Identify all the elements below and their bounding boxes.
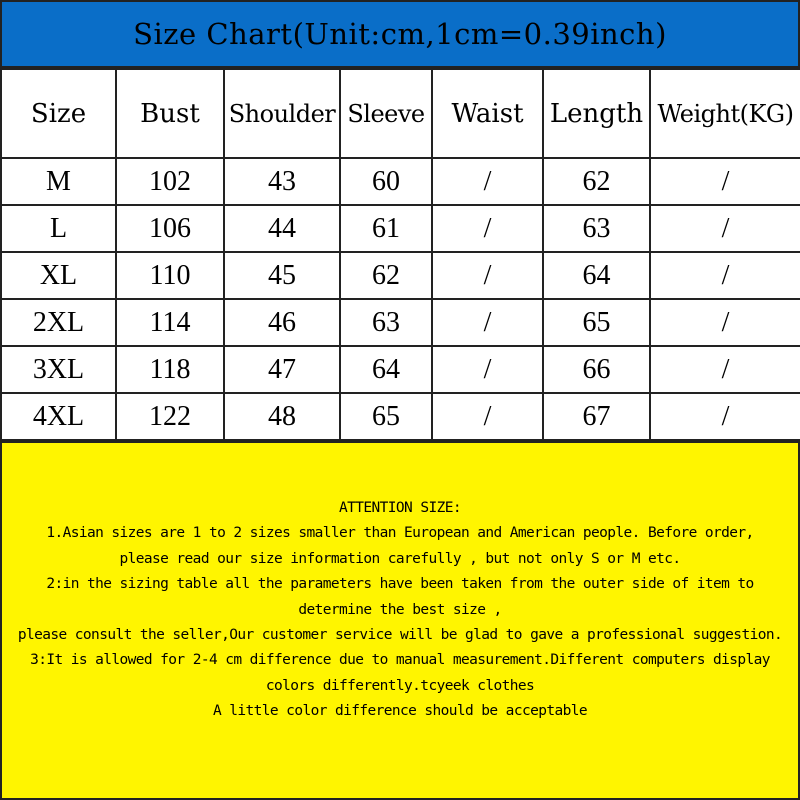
notes-line: A little color difference should be acceptable <box>213 703 587 720</box>
table-cell-weight: / <box>650 158 800 205</box>
table-cell-sleeve: 60 <box>340 158 432 205</box>
table-cell-shoulder: 45 <box>224 252 340 299</box>
table-cell-size: 4XL <box>1 393 116 440</box>
table-cell-bust: 106 <box>116 205 224 252</box>
table-cell-length: 66 <box>543 346 650 393</box>
table-cell-weight: / <box>650 205 800 252</box>
table-cell-sleeve: 61 <box>340 205 432 252</box>
table-cell-shoulder: 47 <box>224 346 340 393</box>
notes-line: determine the best size , <box>298 601 502 618</box>
table-cell-sleeve: 65 <box>340 393 432 440</box>
notes-line: colors differently.tcyeek clothes <box>265 677 535 694</box>
table-cell-bust: 122 <box>116 393 224 440</box>
table-row <box>1 205 800 252</box>
table-cell-shoulder: 43 <box>224 158 340 205</box>
table-cell-weight: / <box>650 299 800 346</box>
table-cell-sleeve: 64 <box>340 346 432 393</box>
table-cell-size: L <box>1 205 116 252</box>
notes-line: 2:in the sizing table all the parameters have been taken from the outer side of item to <box>46 576 754 593</box>
table-cell-weight: / <box>650 252 800 299</box>
table-cell-weight: / <box>650 346 800 393</box>
table-row <box>1 299 800 346</box>
header-length: Length <box>543 69 650 158</box>
table-cell-sleeve: 62 <box>340 252 432 299</box>
table-cell-shoulder: 46 <box>224 299 340 346</box>
table-cell-waist: / <box>432 299 543 346</box>
table-cell-waist: / <box>432 205 543 252</box>
table-cell-length: 67 <box>543 393 650 440</box>
table-cell-size: 2XL <box>1 299 116 346</box>
notes-line: please read our size information carefully , but not only S or M etc. <box>119 550 681 567</box>
table-cell-size: XL <box>1 252 116 299</box>
table-cell-weight: / <box>650 393 800 440</box>
table-cell-size: 3XL <box>1 346 116 393</box>
table-cell-waist: / <box>432 252 543 299</box>
header-shoulder: Shoulder <box>224 69 340 158</box>
notes-line: please consult the seller,Our customer service will be glad to gave a professional suggestion. <box>17 627 783 644</box>
table-cell-bust: 114 <box>116 299 224 346</box>
table-row <box>1 158 800 205</box>
size-chart-title-bar <box>0 0 800 68</box>
table-cell-bust: 110 <box>116 252 224 299</box>
table-cell-length: 65 <box>543 299 650 346</box>
header-size: Size <box>1 69 116 158</box>
notes-line: 3:It is allowed for 2-4 cm difference due to manual measurement.Different computers display <box>30 652 770 669</box>
header-waist: Waist <box>432 69 543 158</box>
table-cell-shoulder: 48 <box>224 393 340 440</box>
header-bust: Bust <box>116 69 224 158</box>
table-cell-size: M <box>1 158 116 205</box>
notes-line: 1.Asian sizes are 1 to 2 sizes smaller than European and American people. Before order, <box>46 525 754 542</box>
table-cell-shoulder: 44 <box>224 205 340 252</box>
table-row <box>1 393 800 440</box>
table-cell-length: 63 <box>543 205 650 252</box>
table-cell-length: 64 <box>543 252 650 299</box>
table-cell-sleeve: 63 <box>340 299 432 346</box>
size-table <box>0 68 800 441</box>
attention-notes-panel <box>0 441 800 800</box>
table-cell-waist: / <box>432 393 543 440</box>
table-cell-waist: / <box>432 346 543 393</box>
page-title: Size Chart(Unit:cm,1cm=0.39inch) <box>133 17 667 51</box>
table-row <box>1 346 800 393</box>
table-row <box>1 252 800 299</box>
table-cell-bust: 102 <box>116 158 224 205</box>
header-sleeve: Sleeve <box>340 69 432 158</box>
table-cell-waist: / <box>432 158 543 205</box>
header-weight: Weight(KG) <box>650 69 800 158</box>
table-cell-bust: 118 <box>116 346 224 393</box>
table-body <box>1 158 800 440</box>
table-cell-length: 62 <box>543 158 650 205</box>
notes-heading: ATTENTION SIZE: <box>339 500 461 516</box>
table-header-row <box>1 69 800 158</box>
